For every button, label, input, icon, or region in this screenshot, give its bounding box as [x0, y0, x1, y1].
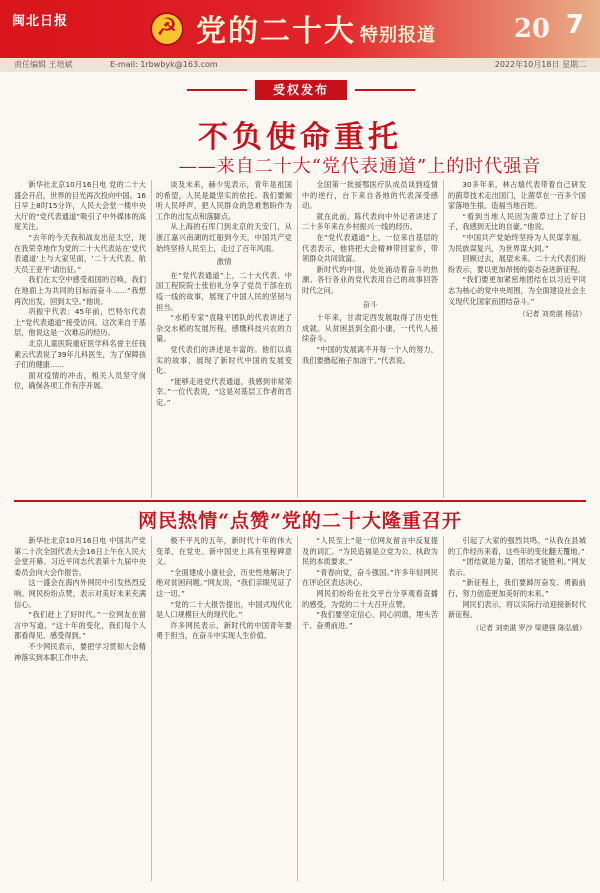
special-report-suffix: 特别报道	[360, 25, 436, 46]
article1-column-4	[448, 180, 586, 498]
paragraph: “我们要坚定信心、同心同德，埋头苦干、奋勇前进。”	[302, 610, 438, 630]
twenty-logo: 20	[513, 14, 550, 44]
headline: 不负使命重托	[198, 120, 402, 155]
column-divider	[151, 180, 152, 498]
newspaper-logo: 闽北日报	[12, 14, 69, 29]
column-divider	[297, 536, 298, 881]
column-divider	[443, 180, 444, 498]
section-rule	[14, 500, 586, 502]
byline: （记者 刘奕湛 罗沙 梁建强 陈弘毅）	[472, 623, 586, 632]
article2-column-4	[448, 536, 586, 881]
masthead-banner	[0, 0, 600, 58]
paragraph: “我们赶上了好时代。”一位网友在留言中写道，“这十年的变化，我们每个人都看得见、感受得到。”	[14, 610, 146, 641]
column-divider	[151, 536, 152, 881]
column-divider	[297, 180, 298, 498]
paragraph: 引起了大家的强烈共鸣。“从我在县城的工作经历来看，这些年的变化翻天覆地。”	[448, 536, 586, 556]
paragraph: 新时代的中国，处处涌动着奋斗的热潮。各行各业的党代表用自己的故事回答时代之问。	[302, 264, 438, 295]
paragraph: “中国共产党始终坚持为人民谋幸福，为民族谋复兴，为世界谋大同。”	[448, 232, 586, 253]
paragraph: 北京儿童医院重症医学科名誉主任钱素云代表说了39年儿科医生，为了保障孩子们的健康……	[14, 338, 146, 370]
article1-column-2	[156, 180, 292, 498]
section-tag: 受权发布	[255, 80, 347, 100]
byline: （记者 刘奕湛 杨洁）	[518, 310, 586, 319]
paragraph: “全面建成小康社会，历史性地解决了绝对贫困问题。”网友说，“我们亲眼见证了这一切。”	[156, 567, 292, 598]
issue-date: 2022年10月18日 星期二	[494, 60, 586, 69]
subsection-heading: 激情	[216, 257, 232, 267]
paragraph: 网民们表示，将以实际行动迎接新时代新征程。	[448, 599, 586, 620]
paragraph: 这一盛会在海内外网民中引发热烈反响。网民纷纷点赞，表示对美好未来充满信心。	[14, 578, 146, 609]
paragraph: 面对疫情的冲击，相关人员坚守岗位，确保各项工作有序开展。	[14, 370, 146, 391]
article1-column-1	[14, 180, 146, 498]
paragraph: 不少网民表示，要把学习贯彻大会精神落实到本职工作中去。	[14, 641, 146, 662]
party-emblem-icon	[150, 12, 184, 46]
special-report-title	[196, 6, 436, 50]
paragraph: “青春向党，奋斗强国。”许多年轻网民在评论区表达决心。	[302, 567, 438, 588]
paragraph: 我们在太空中感受祖国的召唤，我们在地面上为共同的目标而奋斗……“我想再次出发，回到太空。”他说。	[14, 275, 146, 306]
editor: 责任编辑 王培斌	[14, 60, 73, 69]
paragraph: 网民们纷纷在社交平台分享观看直播的感受，为党的二十大召开点赞。	[302, 588, 438, 609]
info-bar	[0, 58, 600, 72]
article1-column-3	[302, 180, 438, 498]
subsection-heading: 奋斗	[362, 299, 378, 309]
paragraph: “去年的今天我和战友出征太空，现在我荣幸地作为党的二十大代表站在‘党代表通道’上与大家见面，‘二十大代表、航天员王亚平’请出征。”	[14, 232, 146, 274]
subheadline: ——来自二十大“党代表通道”上的时代强音	[178, 156, 542, 177]
paragraph: “人民至上”是一位网友留言中反复提及的词汇。“为民造福是立党为公、执政为民的本质要求。”	[302, 536, 438, 567]
special-report-title-main: 党的二十大	[196, 14, 356, 49]
paragraph: 全国第一批援鄂医疗队成员谈到疫情中的逆行，台下来自各地的代表深受感动。	[302, 180, 438, 211]
paragraph: 回顾过去，展望未来。二十大代表们纷纷表示，要以更加昂扬的姿态奋进新征程。	[448, 254, 586, 274]
paragraph: 就在此前，陈代表向中外记者讲述了二十多年来在乡村振兴一线的经历。	[302, 211, 438, 232]
paragraph: 从上海的石库门到北京的天安门，从浙江嘉兴南湖的红船到今天，中国共产党始终坚持人民至上，走过了百年风雨。	[156, 222, 292, 253]
paragraph: 新华社北京10月16日电 党的二十大盛会开启，世界的目光再次投向中国。16日早上8时15分许，人民大会堂一楼中央大厅的“党代表通道”吸引了中外媒体的高度关注。	[14, 180, 146, 232]
paragraph: 十年来，甘肃定西发展取得了历史性成就。从贫困县到全面小康，一代代人接续奋斗。	[302, 313, 438, 344]
paragraph: 极不平凡的五年，新时代十年的伟大变革，在党史、新中国史上具有里程碑意义。	[156, 536, 292, 567]
paragraph: 在“党代表通道”上，一位来自基层的代表表示，他将把大会精神带回家乡，带领群众共同致富。	[302, 232, 438, 264]
paragraph: “水稻专家”袁隆平团队的代表讲述了杂交水稻的发展历程，感慨科技兴农的力量。	[156, 313, 292, 344]
page-number: 7	[565, 10, 584, 40]
paragraph: “新征程上，我们要踔厉奋发、勇毅前行，努力创造更加美好的未来。”	[448, 578, 586, 598]
column-divider	[443, 536, 444, 881]
paragraph: “看到当地人民因为菌草过上了好日子，我感到无比的自豪。”他说。	[448, 211, 586, 232]
paragraph: 巩振宇代表：45年前，巴特尔代表上“党代表通道”接受访问。这次来自于基层，他说这是一次难忘的经历。	[14, 307, 146, 338]
paragraph: 党代表们的讲述是丰富的。他们以真实的故事，展现了新时代中国的发展变化。	[156, 344, 292, 376]
email: E-mail: 1rbwbyk@163.com	[110, 60, 218, 69]
paragraph: “中国的发展离不开每一个人的努力，我们要撸起袖子加油干。”代表说。	[302, 344, 438, 365]
paragraph: “我们要更加紧密地团结在以习近平同志为核心的党中央周围，为全面建设社会主义现代化国家而团结奋斗。”	[448, 275, 586, 306]
paragraph: “党的二十大报告提出，中国式现代化是人口规模巨大的现代化。”	[156, 599, 292, 620]
paragraph: 谈及未来，赫少宪表示，青年是祖国的希望，人民是最坚实的依托。我们要倾听人民呼声，把人民群众的急难愁盼作为工作的出发点和落脚点。	[156, 180, 292, 221]
paragraph: 在“党代表通道”上，二十大代表、中国工程院院士张伯礼分享了党员干部在抗疫一线的故事，展现了中国人民的坚韧与担当。	[156, 270, 292, 312]
headline-2: 网民热情“点赞”党的二十大隆重召开	[138, 510, 462, 532]
paragraph: “团结就是力量，团结才能胜利。”网友表示。	[448, 557, 586, 577]
article2-column-3	[302, 536, 438, 881]
article2-column-1	[14, 536, 146, 881]
paragraph: “能够走进党代表通道，我感到非常荣幸。”一位代表说，“这是对基层工作者的肯定。”	[156, 376, 292, 407]
paragraph: 30多年来，林占熺代表带着自己研发的菌草技术走出国门，让菌草在一百多个国家落地生根，造福当地百姓。	[448, 180, 586, 211]
paragraph: 许多网民表示，新时代的中国青年要勇于担当，在奋斗中实现人生价值。	[156, 620, 292, 641]
paragraph: 新华社北京10月16日电 中国共产党第二十次全国代表大会16日上午在人民大会堂开幕。习近平同志代表第十九届中央委员会向大会作报告。	[14, 536, 146, 577]
article2-column-2	[156, 536, 292, 881]
